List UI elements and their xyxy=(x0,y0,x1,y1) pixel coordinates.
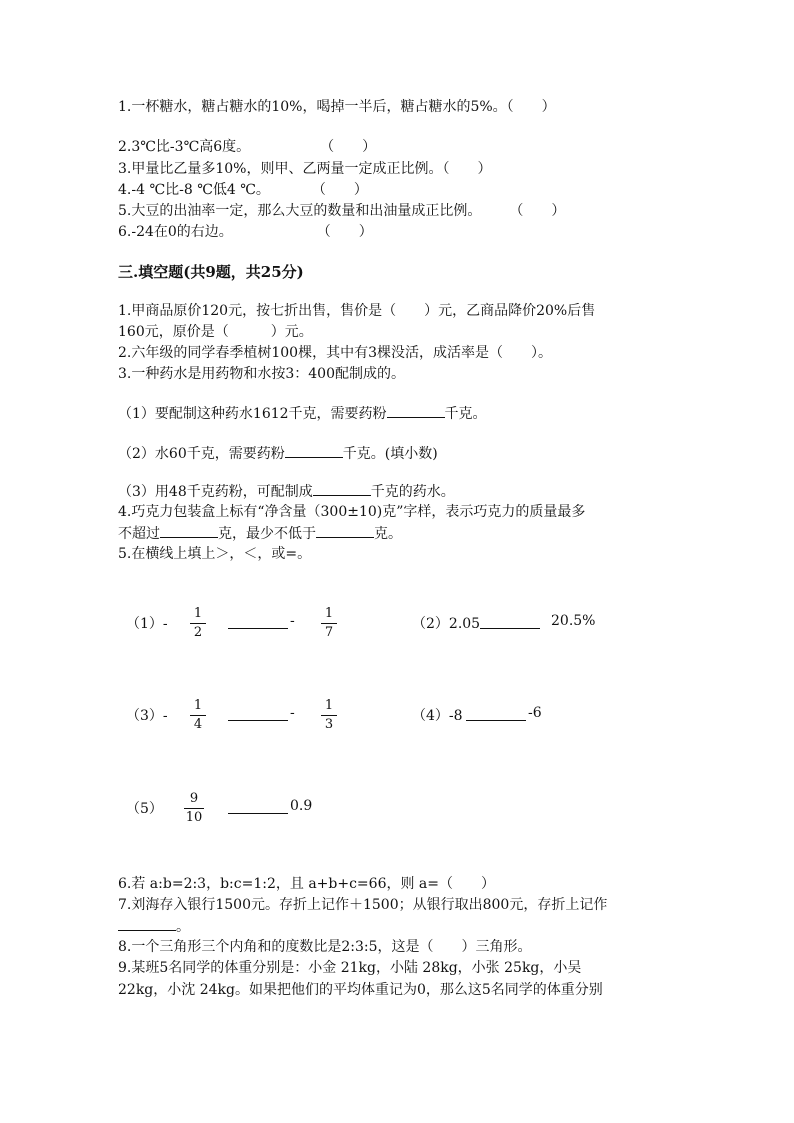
numerator: 1 xyxy=(193,606,203,621)
fill-q7-line1: 7.刘海存入银行1500元。存折上记作＋1500；从银行取出800元，存折上记作 xyxy=(118,897,608,913)
fraction xyxy=(321,607,337,640)
fill-q9-line1: 9.某班5名同学的体重分别是：小金 21kg，小陆 28kg，小张 25kg，小吴 xyxy=(118,960,582,976)
q7-end: 。 xyxy=(176,919,190,935)
answer-blank[interactable] xyxy=(228,720,288,721)
judge-q6: 6.-24在0的右边。 （ ） xyxy=(118,224,373,240)
answer-blank[interactable] xyxy=(316,523,374,538)
denominator: 10 xyxy=(185,810,203,825)
compare-3-label: （3）- xyxy=(126,708,168,724)
numerator: 1 xyxy=(193,698,203,713)
answer-blank[interactable] xyxy=(387,403,445,418)
numerator: 1 xyxy=(324,606,334,621)
q3-part3-unit: 千克的药水。 xyxy=(370,484,455,500)
denominator: 2 xyxy=(193,625,203,640)
fill-q3-part3 xyxy=(118,481,455,502)
q3-part2-text: （2）水60千克，需要药粉 xyxy=(118,446,285,462)
numerator: 1 xyxy=(324,698,334,713)
answer-blank[interactable] xyxy=(228,813,288,814)
fill-q9-line2: 22kg，小沈 24kg。如果把他们的平均体重记为0，那么这5名同学的体重分别 xyxy=(118,982,603,998)
judge-q3: 3.甲量比乙量多10%，则甲、乙两量一定成正比例。（ ） xyxy=(118,161,492,177)
compare-5-label: （5） xyxy=(126,801,163,817)
minus-sign: - xyxy=(290,613,295,629)
denominator: 3 xyxy=(324,717,334,732)
fill-q3: 3.一种药水是用药物和水按3：400配制成的。 xyxy=(118,366,405,382)
fill-q4-line1: 4.巧克力包装盒上标有“净含量（300±10)克”字样，表示巧克力的质量最多 xyxy=(118,504,586,520)
fill-q1-line2: 160元，原价是（ ）元。 xyxy=(118,324,313,340)
q3-part3-text: （3）用48千克药粉，可配制成 xyxy=(118,484,313,500)
answer-blank[interactable] xyxy=(466,720,526,721)
fill-q7-line2 xyxy=(118,916,190,937)
fill-q5: 5.在横线上填上＞，＜，或=。 xyxy=(118,546,312,562)
denominator: 4 xyxy=(193,717,203,732)
compare-1-label: （1）- xyxy=(126,616,168,632)
q4-text-c: 克。 xyxy=(374,526,402,542)
compare-4-right: -6 xyxy=(528,705,542,721)
fill-q4-line2 xyxy=(118,523,402,544)
fill-q2: 2.六年级的同学春季植树100棵，其中有3棵没活，成活率是（ ）。 xyxy=(118,345,552,361)
judge-q5: 5.大豆的出油率一定，那么大豆的数量和出油量成正比例。 （ ） xyxy=(118,203,566,219)
fraction xyxy=(184,792,204,825)
compare-2-label: （2）2.05 xyxy=(412,616,481,632)
fill-q8: 8.一个三角形三个内角和的度数比是2:3:5，这是（ ）三角形。 xyxy=(118,939,532,955)
denominator: 7 xyxy=(324,625,334,640)
answer-blank[interactable] xyxy=(313,481,371,496)
section-title: 三.填空题(共9题，共25分) xyxy=(118,263,304,281)
answer-blank[interactable] xyxy=(160,523,218,538)
minus-sign: - xyxy=(290,705,295,721)
q3-part1-unit: 千克。 xyxy=(444,406,487,422)
q4-text-b: 克，最少不低于 xyxy=(218,526,316,542)
answer-blank[interactable] xyxy=(285,443,343,458)
answer-blank[interactable] xyxy=(480,628,540,629)
judge-q2: 2.3℃比-3℃高6度。 （ ） xyxy=(118,139,377,155)
fill-q1-line1: 1.甲商品原价120元，按七折出售，售价是（ ）元，乙商品降价20%后售 xyxy=(118,303,596,319)
q3-part2-unit: 千克。(填小数) xyxy=(342,446,438,462)
fraction xyxy=(190,699,206,732)
fill-q3-part1 xyxy=(118,403,487,424)
compare-2-right: 20.5% xyxy=(551,613,596,629)
judge-q4: 4.-4 ℃比-8 ℃低4 ℃。 （ ） xyxy=(118,182,368,198)
answer-blank[interactable] xyxy=(118,916,176,931)
fraction xyxy=(190,607,206,640)
compare-5-right: 0.9 xyxy=(290,798,313,814)
fill-q3-part2 xyxy=(118,443,438,464)
fraction xyxy=(321,699,337,732)
fill-q6: 6.若 a:b=2:3，b:c=1:2，且 a+b+c=66，则 a=（ ） xyxy=(118,876,496,892)
compare-4-label: （4）-8 xyxy=(412,708,463,724)
q3-part1-text: （1）要配制这种药水1612千克，需要药粉 xyxy=(118,406,387,422)
answer-blank[interactable] xyxy=(228,628,288,629)
numerator: 9 xyxy=(189,791,199,806)
q4-text-a: 不超过 xyxy=(118,526,160,542)
judge-q1: 1.一杯糖水，糖占糖水的10%，喝掉一半后，糖占糖水的5%。（ ） xyxy=(118,99,556,115)
